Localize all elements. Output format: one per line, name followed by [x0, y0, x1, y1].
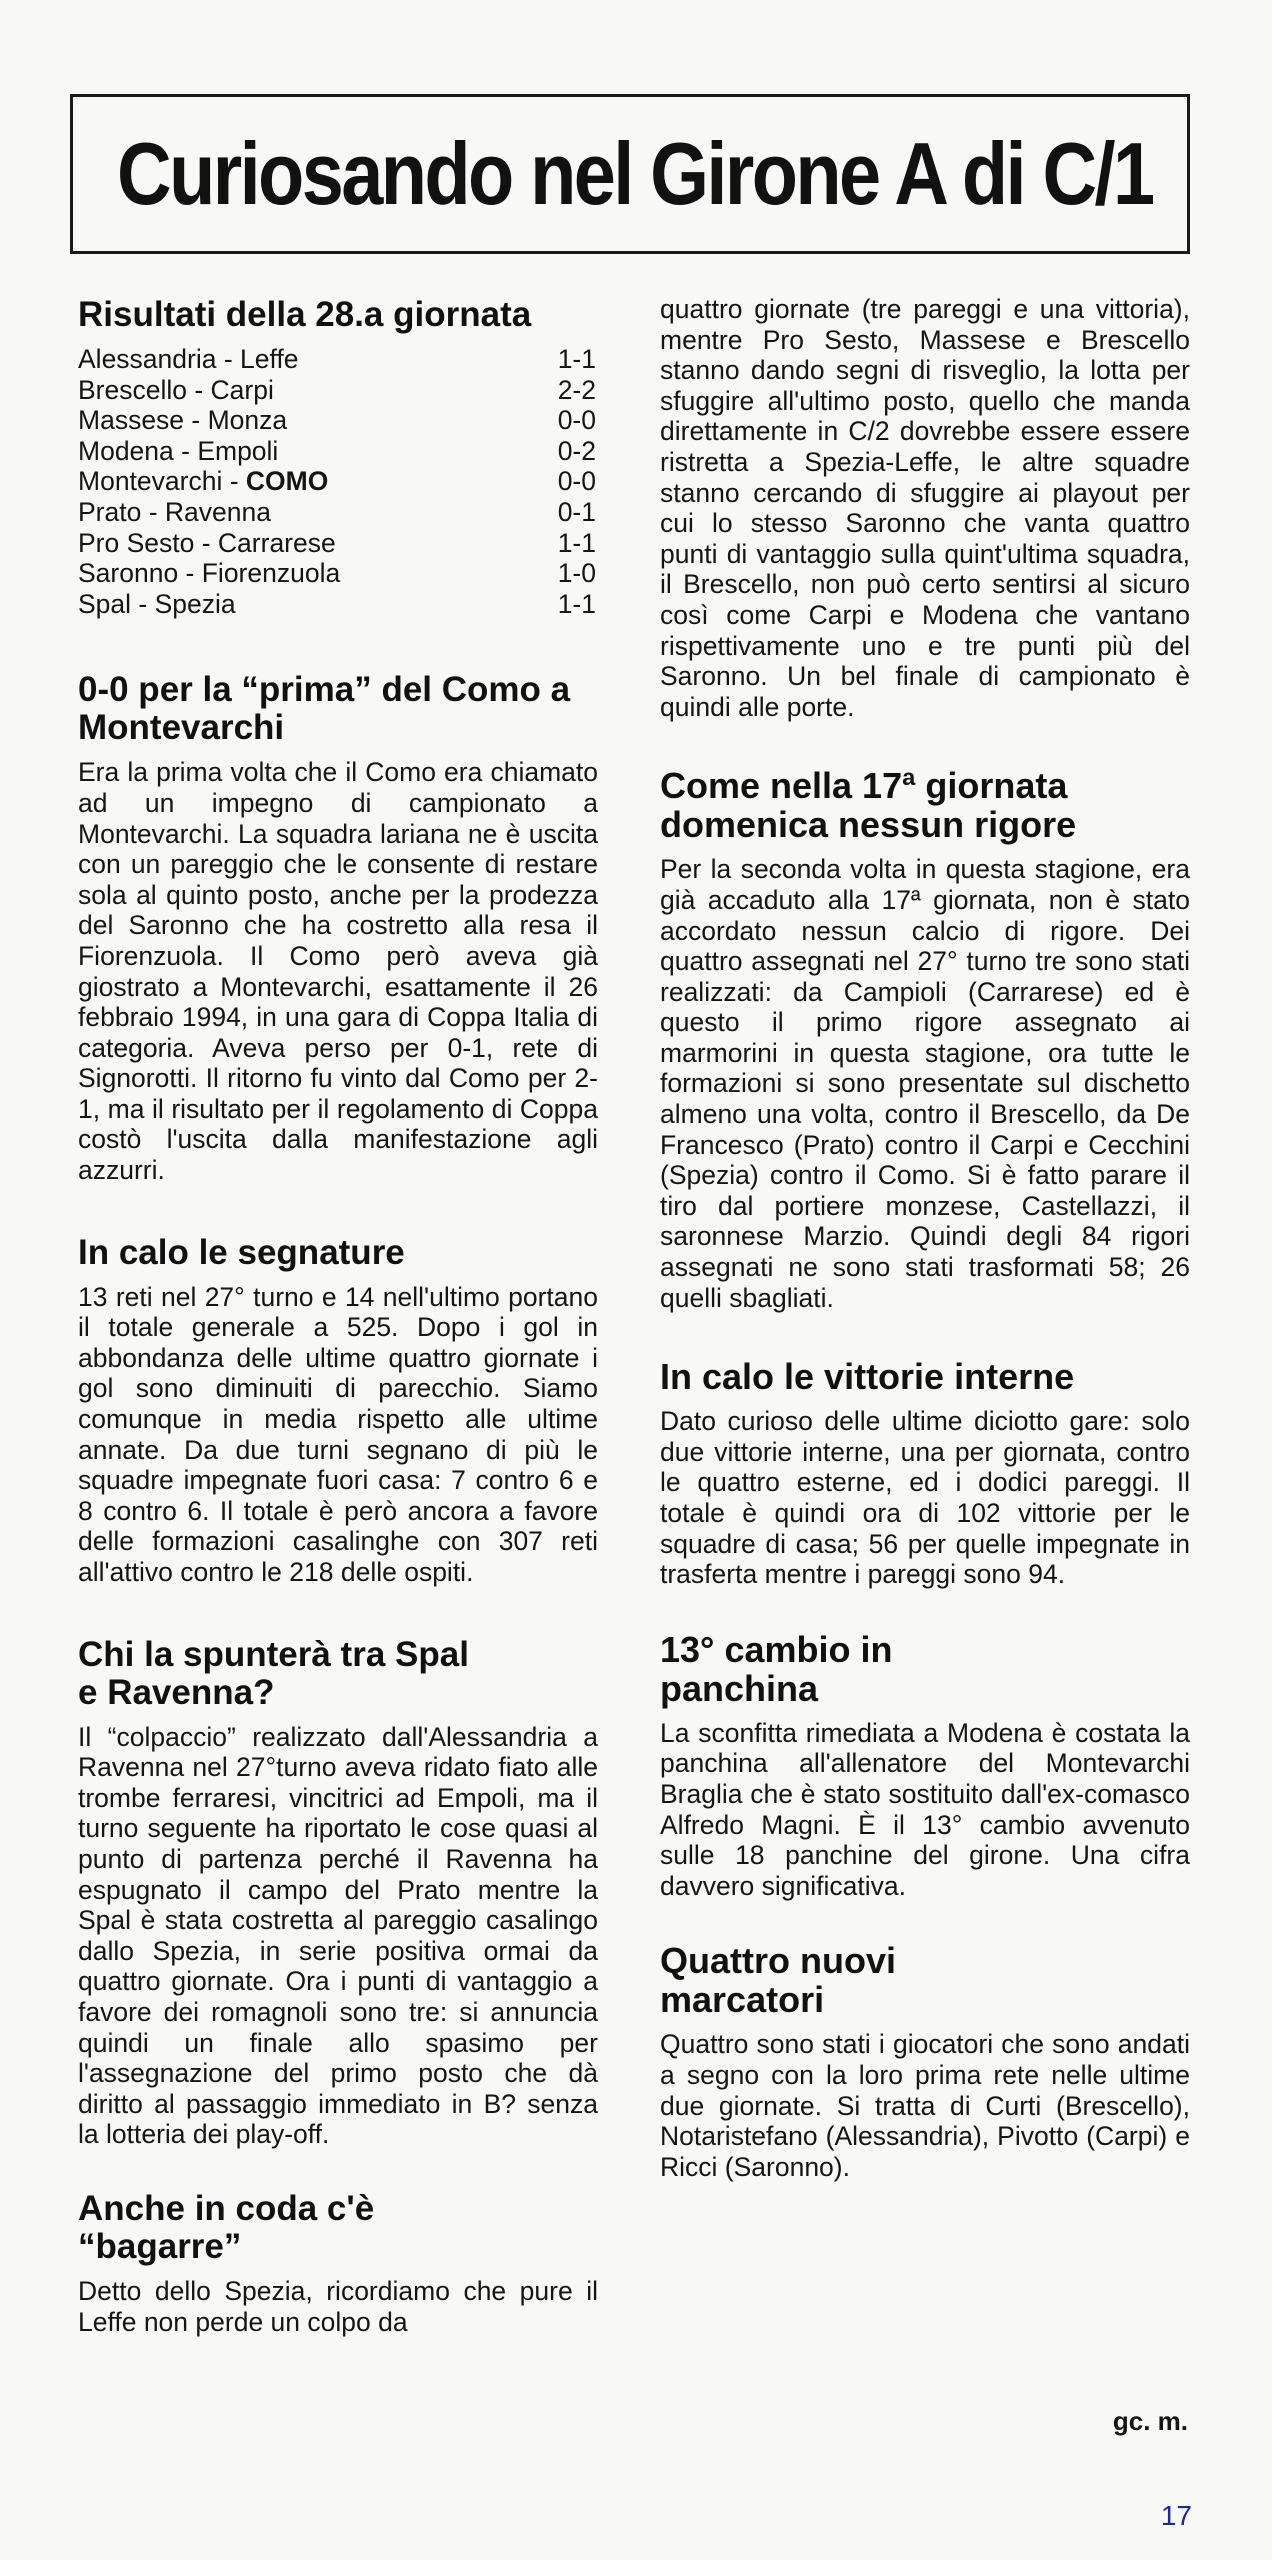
result-score: 1-0: [557, 558, 596, 589]
results-table: [78, 344, 598, 619]
result-score: 1-1: [557, 527, 596, 558]
result-match: Massese - Monza: [78, 405, 288, 436]
result-row: [78, 466, 598, 497]
result-row: [78, 375, 598, 406]
result-row: [78, 589, 598, 620]
result-row: [78, 497, 598, 528]
result-score: 1-1: [557, 344, 596, 374]
result-row: [78, 558, 598, 589]
result-match: Brescello - Carpi: [78, 374, 274, 405]
section-heading-coda: Anche in coda c'è “bagarre”: [78, 2188, 375, 2266]
section-body-vittorie: Dato curioso delle ultime diciotto gare: solo due vittorie interne, una per giornata, contro le quattro esterne, ed i dodici pareggi. Il totale è quindi ora di 102 vittorie per le squadre di casa; 56 per quelle impegnate in trasferta mentre i pareggi sono 94.: [660, 1406, 1190, 1590]
results-heading: Risultati della 28.a giornata: [78, 295, 532, 334]
result-row: [78, 436, 598, 467]
section-body-spal: Il “colpaccio” realizzato dall'Alessandria a Ravenna nel 27°turno aveva ridato fiato alle trombe ferraresi, vincitrici ad Empoli, ma il turno seguente ha riportato le cose quasi al punto di partenza perché il Ravenna ha espugnato il campo del Prato mentre la Spal è stata costretta al pareggio casalingo dallo Spezia, in serie positiva ormai da quattro giornate. Ora i punti di vantaggio a favore dei romagnoli sono tre: si annuncia quindi un finale allo spasimo per l'assegnazione del primo posto che dà diritto al passaggio immediato in B? senza la lotteria dei play-off.: [78, 1721, 598, 2150]
result-score: 2-2: [557, 374, 596, 405]
result-score: 0-0: [557, 466, 596, 497]
section-body-cambio: La sconfitta rimediata a Modena è costata la panchina all'allenatore del Montevarchi Braglia che è stato sostituito dall'ex-comasco Alfredo Magni. È il 13° cambio avvenuto sulle 18 panchine del girone. Una cifra davvero significativa.: [660, 1717, 1190, 1901]
result-match: Montevarchi - COMO: [78, 466, 329, 497]
page-number: 17: [1160, 2500, 1192, 2531]
result-match: Modena - Empoli: [78, 435, 279, 466]
result-row: [78, 528, 598, 559]
section-heading-vittorie: In calo le vittorie interne: [660, 1356, 1075, 1398]
result-row: [78, 344, 598, 375]
section-body-prima: Era la prima volta che il Como era chiamato ad un impegno di campionato a Montevarchi. La squadra lariana ne è uscita con un pareggio che le consente di restare sola al quinto posto, anche per la prodezza del Saronno che ha costretto alla resa il Fiorenzuola. Il Como però aveva già giostrato a Montevarchi, esattamente il 26 febbraio 1994, in una gara di Coppa Italia di categoria. Aveva perso per 0-1, rete di Signorotti. Il ritorno fu vinto dal Como per 2-1, ma il risultato per il regolamento di Coppa costò l'uscita dalla manifestazione agli azzurri.: [78, 757, 598, 1186]
right-column: [660, 294, 1190, 2182]
result-score: 0-0: [557, 405, 596, 436]
result-match: Saronno - Fiorenzuola: [78, 558, 341, 589]
section-heading-spal: Chi la spunterà tra Spal e Ravenna?: [78, 1634, 469, 1712]
result-match: Alessandria - Leffe: [78, 344, 299, 374]
result-match: Spal - Spezia: [78, 588, 236, 619]
section-body-coda: Detto dello Spezia, ricordiamo che pure il Leffe non perde un colpo da: [78, 2275, 598, 2337]
title-box: [70, 94, 1190, 254]
result-match: Pro Sesto - Carrarese: [78, 527, 336, 558]
section-heading-cambio: 13° cambio in panchina: [660, 1628, 893, 1709]
result-score: 0-2: [557, 435, 596, 466]
author-signature: gc. m.: [1112, 2406, 1188, 2436]
section-body-coda-continued: quattro giornate (tre pareggi e una vittoria), mentre Pro Sesto, Massese e Brescello stanno dando segni di risveglio, la lotta per sfuggire all'ultimo posto, quello che manda direttamente in C/2 dovrebbe essere essere ristretta a Spezia-Leffe, le altre squadre stanno cercando di sfuggire ai playout per cui lo stesso Saronno che vanta quattro punti di vantaggio sulla quint'ultima squadra, il Brescello, non può certo sentirsi al sicuro così come Carpi e Modena che vantano rispettivamente uno e tre punti più del Saronno. Un bel finale di campionato è quindi alle porte.: [660, 294, 1190, 722]
result-row: [78, 405, 598, 436]
result-score: 0-1: [557, 496, 596, 527]
section-heading-rigore: Come nella 17ª giornata domenica nessun rigore: [660, 765, 1077, 846]
page-title: Curiosando nel Girone A di C/1: [117, 124, 1153, 223]
left-column: [78, 296, 598, 2337]
section-body-rigore: Per la seconda volta in questa stagione, era già accaduto alla 17ª giornata, non è stato accordato nessun calcio di rigore. Dei quattro assegnati nel 27° turno tre sono stati realizzati: da Campioli (Carrarese) ed è questo il primo rigore assegnato ai marmorini in questa stagione, ora tutte le formazioni si sono presentate sul dischetto almeno una volta, contro il Brescello, da De Francesco (Prato) contro il Carpi e Cecchini (Spezia) contro il Como. Si è fatto parare il tiro dal portiere monzese, Castellazzi, il saronnese Marzio. Quindi degli 84 rigori assegnati ne sono stati trasformati 58; 26 quelli sbagliati.: [660, 854, 1190, 1313]
section-body-segnature: 13 reti nel 27° turno e 14 nell'ultimo portano il totale generale a 525. Dopo i gol in abbondanza delle ultime quattro giornate i gol sono diminuiti di parecchio. Siamo comunque in media rispetto alle ultime annate. Da due turni segnano di più le squadre impegnate fuori casa: 7 contro 6 e 8 contro 6. Il totale è però ancora a favore delle formazioni casalinghe con 307 reti all'attivo contro le 218 delle ospiti.: [78, 1281, 598, 1587]
section-heading-segnature: In calo le segnature: [78, 1232, 405, 1272]
section-body-marcatori: Quattro sono stati i giocatori che sono andati a segno con la loro prima rete nelle ultime due giornate. Si tratta di Curti (Brescello), Notaristefano (Alessandria), Pivotto (Carpi) e Ricci (Saronno).: [660, 2029, 1190, 2182]
result-match: Prato - Ravenna: [78, 496, 271, 527]
section-heading-marcatori: Quattro nuovi marcatori: [660, 1940, 896, 2021]
result-score: 1-1: [557, 588, 596, 619]
section-heading-prima: 0-0 per la “prima” del Como a Montevarchi: [78, 670, 571, 748]
